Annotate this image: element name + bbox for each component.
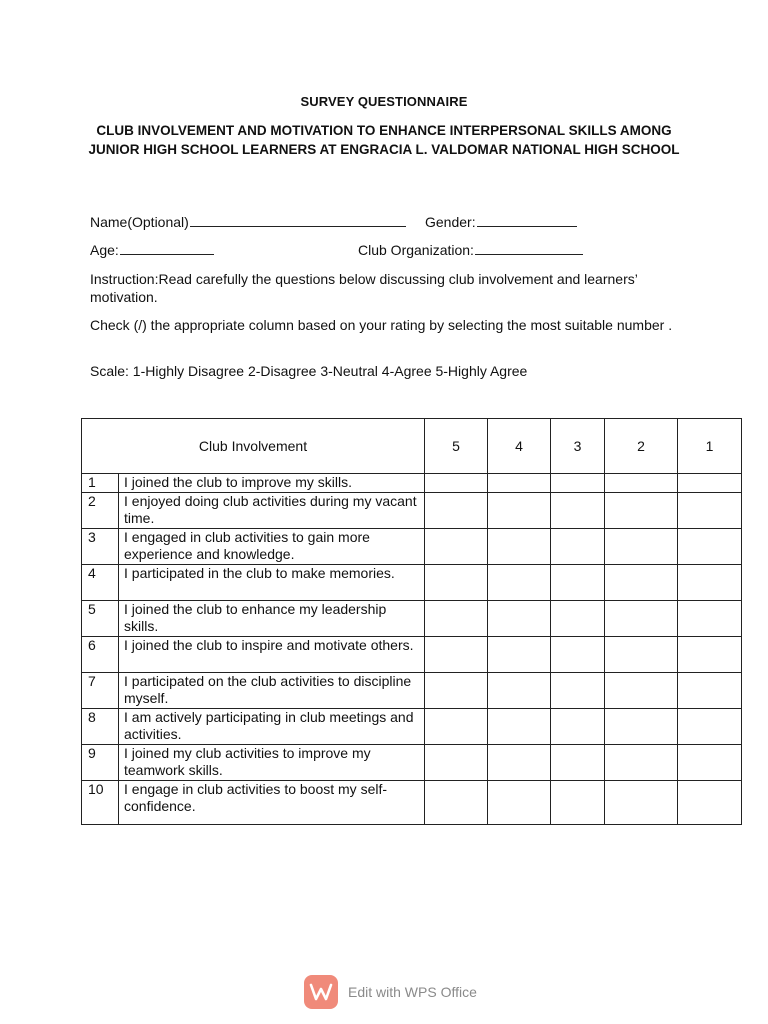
rating-cell-4[interactable] <box>488 492 551 528</box>
rating-cell-5[interactable] <box>425 600 488 636</box>
row-number: 6 <box>82 636 119 672</box>
gender-label: Gender: <box>425 214 476 230</box>
rating-cell-5[interactable] <box>425 474 488 493</box>
rating-cell-4[interactable] <box>488 780 551 824</box>
rating-cell-1[interactable] <box>678 744 742 780</box>
survey-title: CLUB INVOLVEMENT AND MOTIVATION TO ENHANCE INTERPERSONAL SKILLS AMONG JUNIOR HIGH SCHOOL LEARNERS AT ENGRACIA L. VALDOMAR NATIONAL HIGH SCHOOL <box>88 123 680 157</box>
rating-header-4: 4 <box>488 419 551 474</box>
rating-header-2: 2 <box>605 419 678 474</box>
survey-heading: SURVEY QUESTIONNAIRE <box>300 94 468 109</box>
club-involvement-header: Club Involvement <box>82 419 425 474</box>
rating-cell-4[interactable] <box>488 474 551 493</box>
question-text: I participated on the club activities to discipline myself. <box>119 672 425 708</box>
rating-cell-5[interactable] <box>425 564 488 600</box>
table-row <box>82 636 742 672</box>
gender-blank[interactable] <box>477 214 577 227</box>
rating-cell-3[interactable] <box>551 600 605 636</box>
name-blank[interactable] <box>190 214 406 227</box>
row-number: 4 <box>82 564 119 600</box>
rating-header-5: 5 <box>425 419 488 474</box>
rating-cell-2[interactable] <box>605 492 678 528</box>
club-organization-label: Club Organization: <box>358 242 474 258</box>
club-organization-blank[interactable] <box>475 242 583 255</box>
question-text: I participated in the club to make memories. <box>119 564 425 600</box>
rating-header-3: 3 <box>551 419 605 474</box>
question-text: I am actively participating in club meetings and activities. <box>119 708 425 744</box>
scale-text: Scale: 1-Highly Disagree 2-Disagree 3-Neutral 4-Agree 5-Highly Agree <box>90 363 528 379</box>
table-row <box>82 744 742 780</box>
rating-cell-2[interactable] <box>605 744 678 780</box>
rating-cell-4[interactable] <box>488 708 551 744</box>
age-blank[interactable] <box>120 242 214 255</box>
table-row <box>82 672 742 708</box>
age-field[interactable] <box>90 242 214 258</box>
rating-cell-3[interactable] <box>551 492 605 528</box>
rating-cell-3[interactable] <box>551 636 605 672</box>
table-row <box>82 474 742 493</box>
edit-with-wps-button[interactable] <box>304 974 477 1010</box>
table-row <box>82 780 742 824</box>
rating-cell-1[interactable] <box>678 780 742 824</box>
gender-field[interactable] <box>425 214 577 230</box>
row-number: 9 <box>82 744 119 780</box>
rating-cell-4[interactable] <box>488 744 551 780</box>
rating-cell-2[interactable] <box>605 672 678 708</box>
rating-cell-4[interactable] <box>488 564 551 600</box>
rating-cell-4[interactable] <box>488 636 551 672</box>
row-number: 5 <box>82 600 119 636</box>
table-row <box>82 492 742 528</box>
rating-cell-2[interactable] <box>605 528 678 564</box>
row-number: 10 <box>82 780 119 824</box>
table-row <box>82 600 742 636</box>
name-field[interactable] <box>90 214 406 230</box>
table-header-row <box>82 419 742 474</box>
wps-label: Edit with WPS Office <box>348 984 477 1000</box>
rating-cell-4[interactable] <box>488 528 551 564</box>
table-row <box>82 564 742 600</box>
name-label: Name(Optional) <box>90 214 189 230</box>
wps-logo-icon <box>304 975 338 1009</box>
row-number: 8 <box>82 708 119 744</box>
rating-cell-3[interactable] <box>551 780 605 824</box>
rating-cell-2[interactable] <box>605 474 678 493</box>
rating-cell-1[interactable] <box>678 528 742 564</box>
rating-cell-2[interactable] <box>605 600 678 636</box>
rating-cell-2[interactable] <box>605 780 678 824</box>
instruction-text: Instruction:Read carefully the questions below discussing club involvement and learners’ motivation. <box>90 271 638 305</box>
row-number: 3 <box>82 528 119 564</box>
rating-cell-1[interactable] <box>678 672 742 708</box>
row-number: 7 <box>82 672 119 708</box>
rating-header-1: 1 <box>678 419 742 474</box>
rating-cell-4[interactable] <box>488 672 551 708</box>
age-label: Age: <box>90 242 119 258</box>
rating-cell-5[interactable] <box>425 636 488 672</box>
rating-cell-3[interactable] <box>551 474 605 493</box>
question-text: I joined the club to improve my skills. <box>119 474 425 493</box>
rating-cell-5[interactable] <box>425 528 488 564</box>
rating-cell-2[interactable] <box>605 564 678 600</box>
table-row <box>82 708 742 744</box>
rating-cell-1[interactable] <box>678 708 742 744</box>
survey-table <box>81 418 742 825</box>
rating-cell-3[interactable] <box>551 528 605 564</box>
rating-cell-5[interactable] <box>425 708 488 744</box>
rating-cell-3[interactable] <box>551 564 605 600</box>
rating-cell-1[interactable] <box>678 564 742 600</box>
rating-cell-5[interactable] <box>425 672 488 708</box>
rating-cell-3[interactable] <box>551 672 605 708</box>
question-text: I engage in club activities to boost my self-confidence. <box>119 780 425 824</box>
row-number: 1 <box>82 474 119 493</box>
rating-cell-2[interactable] <box>605 636 678 672</box>
rating-cell-1[interactable] <box>678 492 742 528</box>
rating-cell-3[interactable] <box>551 708 605 744</box>
check-instruction-text: Check (/) the appropriate column based on your rating by selecting the most suitable number . <box>90 317 673 333</box>
rating-cell-1[interactable] <box>678 600 742 636</box>
table-row <box>82 528 742 564</box>
rating-cell-4[interactable] <box>488 600 551 636</box>
question-text: I engaged in club activities to gain more experience and knowledge. <box>119 528 425 564</box>
question-text: I enjoyed doing club activities during my vacant time. <box>119 492 425 528</box>
rating-cell-5[interactable] <box>425 780 488 824</box>
question-text: I joined my club activities to improve my teamwork skills. <box>119 744 425 780</box>
rating-cell-1[interactable] <box>678 636 742 672</box>
rating-cell-1[interactable] <box>678 474 742 493</box>
row-number: 2 <box>82 492 119 528</box>
question-text: I joined the club to enhance my leadership skills. <box>119 600 425 636</box>
rating-cell-2[interactable] <box>605 708 678 744</box>
rating-cell-5[interactable] <box>425 744 488 780</box>
club-organization-field[interactable] <box>358 242 583 258</box>
question-text: I joined the club to inspire and motivate others. <box>119 636 425 672</box>
rating-cell-3[interactable] <box>551 744 605 780</box>
rating-cell-5[interactable] <box>425 492 488 528</box>
